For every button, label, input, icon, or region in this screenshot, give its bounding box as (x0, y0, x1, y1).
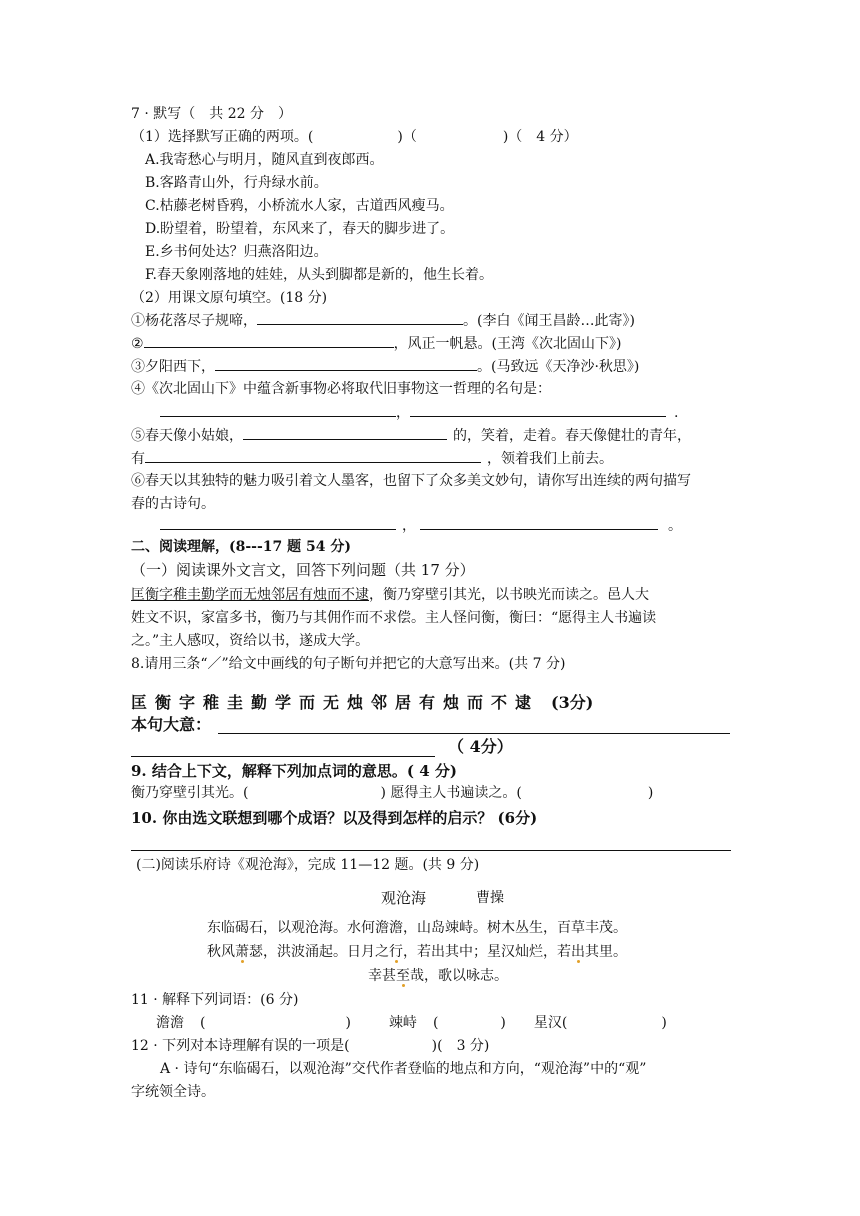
q8-prompt: 8.请用三条“／”给文中画线的句子断句并把它的大意写出来。(共 7 分) (131, 656, 566, 672)
q7-part1-tail: )（ 4 分） (502, 129, 578, 145)
q7-option-c: C.枯藤老树昏鸦，小桥流水人家，古道西风瘦马。 (145, 198, 454, 214)
fill-2-num: ② (131, 336, 144, 352)
answer-line[interactable] (131, 850, 731, 851)
fill-1-prompt: ①杨花落尽子规啼， (131, 313, 257, 329)
poem-title: 观沧海 (381, 889, 427, 907)
q7-fill-6-prompt-2: 春的古诗句。 (131, 496, 215, 512)
q9-prompt: 9. 结合上下文，解释下列加点词的意思。( 4 分) (131, 762, 457, 780)
q9-item-b: ) 愿得主人书遍读之。( (380, 785, 522, 801)
fill-3-source: 。(马致远《天净沙·秋思》) (477, 359, 640, 375)
q7-option-a: A.我寄愁心与明月，随风直到夜郎西。 (145, 152, 384, 168)
answer-blank[interactable] (243, 425, 447, 440)
period: 。 (668, 518, 682, 534)
q8-meaning-score: （ 4分） (448, 737, 513, 756)
q8-sentence-line (131, 693, 593, 713)
poem-section-title: (二)阅读乐府诗《观沧海》，完成 11—12 题。(共 9 分) (136, 857, 480, 873)
period: . (674, 405, 679, 421)
q7-title: 7 · 默写（ 共 22 分 ） (131, 106, 292, 122)
answer-blank[interactable] (257, 310, 463, 325)
q8-sentence: 匡衡字稚圭勤学而无烛邻居有烛而不逮 (131, 693, 540, 712)
q7-part1-head: （1）选择默写正确的两项。( (131, 129, 314, 145)
poem-line-3: 幸甚至哉，歌以咏志。 (368, 968, 508, 984)
passage-line-2: 姓文不识，家富多书，衡乃与其佣作而不求偿。主人怪问衡，衡曰：“愿得主人书遍读 (131, 610, 657, 626)
poem-author: 曹操 (476, 890, 504, 906)
term-3: 星汉 (533, 1015, 562, 1031)
fill-1-source: 。(李白《闻王昌龄…此寄》) (463, 313, 635, 329)
q7-fill-3 (131, 356, 639, 377)
q12-option-a-2: 字统领全诗。 (131, 1084, 215, 1100)
q7-fill-1 (131, 310, 635, 331)
q12-text: 12 · 下列对本诗理解有误的一项是( (131, 1038, 350, 1054)
q7-fill-4-prompt: ④《次北固山下》中蕴含新事物必将取代旧事物这一哲理的名句是： (131, 381, 551, 397)
answer-blank[interactable] (215, 356, 477, 371)
fill-5-end: ，领着我们上前去。 (487, 451, 613, 467)
q8-score: (3分) (551, 693, 594, 712)
answer-line[interactable] (131, 756, 435, 757)
dotted-char: 行 (389, 944, 403, 960)
q12-prompt (131, 1036, 489, 1056)
poem-line-1: 东临碣石，以观沧海。水何澹澹，山岛竦峙。树木丛生，百草丰茂。 (207, 920, 627, 936)
q9-close: ) (647, 785, 654, 801)
q7-fill-5b (131, 448, 613, 469)
q7-fill-4-blanks (160, 402, 678, 423)
fill-5-you: 有 (131, 451, 145, 467)
passage-text: ，衡乃穿壁引其光，以书映光而读之。邑人大 (369, 587, 649, 603)
passage-line-1 (131, 585, 649, 605)
comma: ， (402, 518, 416, 534)
q11-prompt: 11 · 解释下列词语：(6 分) (131, 992, 299, 1008)
fill-5-text: 的，笑着，走着。春天像健壮的青年， (453, 428, 691, 444)
dotted-char: 出 (571, 944, 585, 960)
q7-fill-6-blanks (160, 515, 682, 536)
dotted-char: 至 (396, 968, 410, 984)
q7-part1-mid: )（ (397, 129, 417, 145)
section2-title: 二、阅读理解，(8---17 题 54 分) (131, 539, 352, 555)
q7-option-e: E.乡书何处达？归燕洛阳边。 (145, 244, 328, 260)
q11-terms: 澹澹 ( ) 竦峙 ( ) 星汉( ) (156, 1015, 667, 1031)
answer-blank[interactable] (144, 333, 394, 348)
q12-score: )( 3 分) (431, 1038, 490, 1054)
q9-items (131, 783, 653, 803)
passage-underlined-sentence: 匡衡字稚圭勤学而无烛邻居有烛而不逮 (131, 587, 369, 603)
fill-5-prompt: ⑤春天像小姑娘， (131, 428, 243, 444)
answer-blank[interactable] (420, 515, 658, 530)
q10-prompt: 10. 你由选文联想到哪个成语？以及得到怎样的启示？ (6分) (131, 809, 538, 827)
fill-3-prompt: ③夕阳西下， (131, 359, 215, 375)
q7-option-f: F.春天象刚落地的娃娃，从头到脚都是新的，他生长着。 (145, 267, 493, 283)
q7-fill-2 (131, 333, 622, 354)
fill-2-source: ，风正一帆悬。(王湾《次北固山下》) (393, 336, 622, 352)
term-1: 澹澹 (156, 1015, 184, 1031)
q7-part2-head: （2）用课文原句填空。(18 分) (131, 290, 328, 306)
dotted-char: 萧 (235, 944, 249, 960)
q7-option-d: D.盼望着，盼望着，东风来了，春天的脚步进了。 (145, 221, 455, 237)
q7-option-b: B.客路青山外，行舟绿水前。 (145, 175, 328, 191)
answer-blank[interactable] (145, 448, 481, 463)
section2-part1-title: （一）阅读课外文言文，回答下列问题（共 17 分） (131, 561, 475, 579)
q9-item-a: 衡乃穿壁引其光。( (131, 785, 249, 801)
answer-blank[interactable] (160, 402, 396, 417)
answer-line[interactable] (218, 733, 730, 734)
term-2: 竦峙 (388, 1015, 417, 1031)
q7-fill-5 (131, 425, 691, 446)
poem-line-2: 秋风萧瑟，洪波涌起。日月之行，若出其中；星汉灿烂，若出其里。 (207, 944, 627, 960)
q8-meaning-label: 本句大意： (131, 715, 212, 734)
comma: ， (396, 405, 410, 421)
passage-line-3: 之。”主人感叹，资给以书，遂成大学。 (131, 633, 370, 649)
answer-blank[interactable] (160, 515, 396, 530)
q7-part1-line (131, 127, 578, 147)
q7-fill-6-prompt: ⑥春天以其独特的魅力吸引着文人墨客，也留下了众多美文妙句，请你写出连续的两句描写 (131, 473, 691, 489)
answer-blank[interactable] (410, 402, 666, 417)
q12-option-a-1: A · 诗句“东临碣石，以观沧海”交代作者登临的地点和方向，“观沧海”中的“观” (160, 1061, 647, 1077)
